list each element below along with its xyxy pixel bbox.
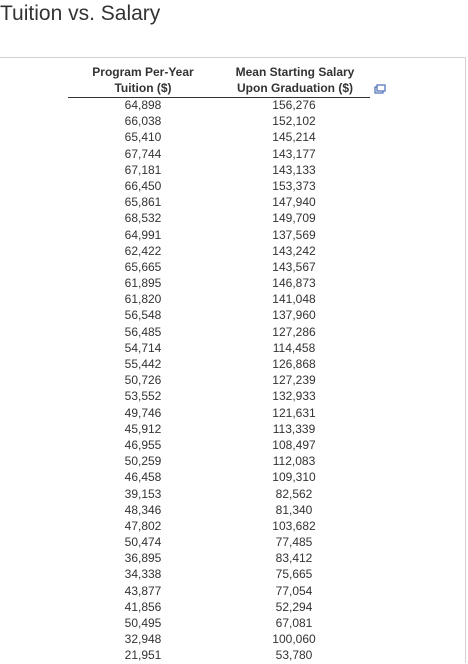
table-row [68, 566, 370, 582]
tuition-cell: 65,861 [124, 195, 162, 210]
tuition-cell: 43,877 [124, 583, 162, 598]
table-row [68, 469, 370, 485]
table-row [68, 453, 370, 469]
column-header-salary [220, 64, 370, 96]
table-row [68, 631, 370, 647]
table-row [68, 502, 370, 518]
tuition-cell: 50,474 [124, 535, 162, 550]
salary-cell: 153,373 [272, 178, 316, 193]
column-header-tuition [68, 64, 218, 96]
salary-cell: 126,868 [272, 357, 316, 371]
tuition-cell: 50,259 [124, 454, 162, 469]
salary-cell: 83,412 [275, 551, 313, 566]
table-row [68, 146, 370, 162]
table-row [68, 534, 370, 550]
salary-cell: 75,665 [275, 567, 313, 582]
salary-cell: 77,054 [275, 583, 313, 598]
table-row [68, 178, 370, 194]
table-row [68, 437, 370, 453]
tuition-cell: 39,153 [124, 486, 162, 501]
salary-cell: 156,276 [272, 98, 316, 112]
table-row [68, 615, 370, 631]
table-row [68, 421, 370, 437]
table-row [68, 324, 370, 340]
tuition-cell: 64,991 [124, 227, 162, 242]
salary-cell: 52,294 [275, 599, 313, 614]
salary-cell: 147,940 [272, 195, 316, 210]
table-row [68, 227, 370, 243]
table-row [68, 97, 370, 113]
column-header-salary-line2: Upon Graduation ($) [237, 81, 353, 95]
table-row [68, 388, 370, 404]
salary-cell: 152,102 [272, 114, 316, 129]
tuition-cell: 50,726 [124, 373, 162, 388]
tuition-cell: 61,820 [124, 292, 162, 307]
salary-cell: 114,458 [272, 340, 316, 355]
table-row [68, 129, 370, 145]
salary-cell: 137,960 [272, 308, 316, 323]
tuition-cell: 46,955 [124, 437, 162, 452]
tuition-cell: 48,346 [124, 502, 162, 517]
salary-cell: 112,083 [272, 454, 316, 469]
tuition-cell: 65,410 [124, 130, 162, 145]
table-row [68, 307, 370, 323]
tuition-cell: 56,548 [124, 308, 162, 323]
salary-cell: 121,631 [272, 405, 316, 420]
salary-cell: 127,239 [272, 373, 316, 388]
tuition-cell: 45,912 [124, 421, 162, 436]
table-row [68, 210, 370, 226]
tuition-cell: 65,665 [124, 259, 162, 274]
tuition-cell: 61,895 [124, 276, 162, 291]
tuition-cell: 68,532 [124, 211, 162, 226]
salary-cell: 103,682 [272, 518, 316, 533]
salary-cell: 82,562 [275, 486, 313, 501]
tuition-cell: 21,951 [124, 648, 162, 663]
table-row [68, 518, 370, 534]
tuition-cell: 41,856 [124, 599, 162, 614]
salary-cell: 137,569 [272, 227, 316, 242]
salary-cell: 143,242 [272, 243, 316, 258]
table-row [68, 194, 370, 210]
table-row [68, 647, 370, 663]
salary-cell: 146,873 [272, 276, 316, 291]
salary-cell: 81,340 [275, 502, 313, 517]
table-row [68, 599, 370, 615]
table-row [68, 583, 370, 599]
tuition-cell: 54,714 [124, 340, 162, 355]
salary-cell: 149,709 [272, 211, 316, 226]
page-title: Tuition vs. Salary [0, 2, 161, 25]
salary-cell: 143,177 [272, 146, 316, 161]
tuition-cell: 64,898 [124, 98, 162, 112]
tuition-cell: 55,442 [124, 357, 162, 371]
table-row [68, 113, 370, 129]
column-header-salary-line1: Mean Starting Salary [235, 65, 355, 79]
table-row [68, 243, 370, 259]
tuition-cell: 66,450 [124, 178, 162, 193]
salary-cell: 143,567 [272, 259, 316, 274]
data-table-body [68, 97, 370, 664]
salary-cell: 143,133 [272, 162, 316, 177]
table-row [68, 405, 370, 421]
salary-cell: 108,497 [272, 437, 316, 452]
tuition-cell: 67,181 [124, 162, 162, 177]
panel-right-border [465, 57, 466, 663]
salary-cell: 53,780 [275, 648, 313, 663]
tuition-cell: 62,422 [124, 243, 162, 258]
salary-cell: 132,933 [272, 389, 316, 404]
table-row [68, 275, 370, 291]
table-row [68, 340, 370, 356]
table-row [68, 162, 370, 178]
table-row [68, 356, 370, 372]
tuition-cell: 34,338 [124, 567, 162, 582]
salary-cell: 145,214 [272, 130, 316, 145]
salary-cell: 141,048 [272, 292, 316, 307]
column-header-tuition-line1: Program Per-Year [92, 65, 194, 79]
salary-cell: 100,060 [272, 632, 316, 647]
salary-cell: 127,286 [272, 324, 316, 339]
table-row [68, 291, 370, 307]
copy-icon-graphic [374, 84, 386, 96]
salary-cell: 67,081 [275, 616, 313, 630]
salary-cell: 77,485 [275, 535, 313, 550]
tuition-cell: 46,458 [124, 470, 162, 485]
tuition-cell: 66,038 [124, 114, 162, 129]
column-header-tuition-line2: Tuition ($) [114, 81, 172, 95]
table-row [68, 550, 370, 566]
salary-cell: 109,310 [272, 470, 316, 485]
tuition-cell: 56,485 [124, 324, 162, 339]
salary-cell: 113,339 [272, 421, 316, 436]
tuition-cell: 53,552 [124, 389, 162, 404]
tuition-cell: 36,895 [124, 551, 162, 566]
table-row [68, 259, 370, 275]
table-row [68, 486, 370, 502]
copy-icon[interactable] [374, 83, 386, 95]
tuition-cell: 32,948 [124, 632, 162, 647]
tuition-cell: 49,746 [124, 405, 162, 420]
tuition-cell: 67,744 [124, 146, 162, 161]
table-row [68, 372, 370, 388]
tuition-cell: 47,802 [124, 518, 162, 533]
tuition-cell: 50,495 [124, 616, 162, 630]
